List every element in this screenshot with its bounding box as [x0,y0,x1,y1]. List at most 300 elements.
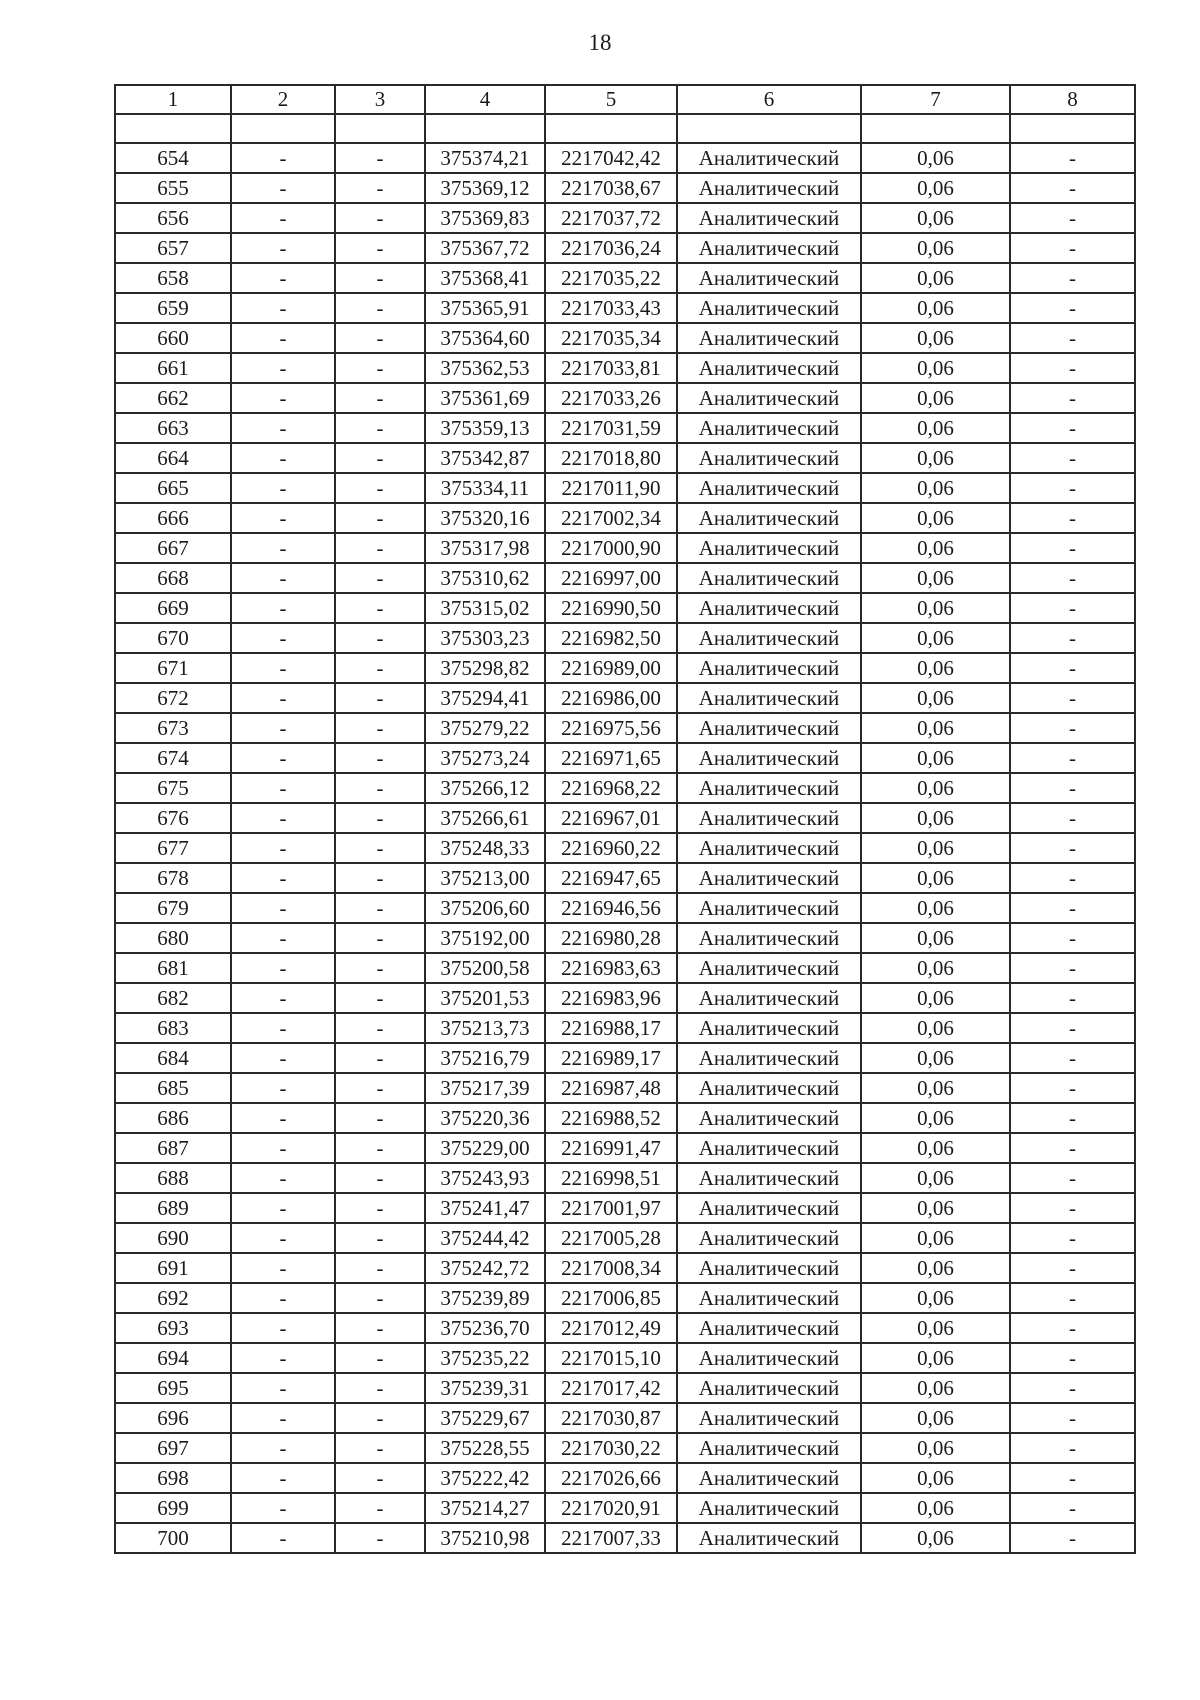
col3-cell: - [335,353,425,383]
table-row [115,803,1135,833]
coord-x-cell: 375214,27 [425,1493,545,1523]
coord-y-cell: 2216990,50 [545,593,677,623]
accuracy-cell: 0,06 [861,533,1010,563]
coord-x-cell: 375294,41 [425,683,545,713]
coord-y-cell: 2216997,00 [545,563,677,593]
accuracy-cell: 0,06 [861,1493,1010,1523]
coord-y-cell: 2216968,22 [545,773,677,803]
point-number-cell: 682 [115,983,231,1013]
method-cell: Аналитический [677,833,861,863]
col2-cell: - [231,623,335,653]
col2-cell: - [231,1193,335,1223]
table-row [115,1313,1135,1343]
col8-cell: - [1010,1253,1135,1283]
accuracy-cell: 0,06 [861,983,1010,1013]
method-cell: Аналитический [677,143,861,173]
col8-cell: - [1010,893,1135,923]
col8-cell: - [1010,803,1135,833]
table-row [115,833,1135,863]
coord-x-cell: 375364,60 [425,323,545,353]
col2-cell: - [231,1103,335,1133]
point-number-cell: 695 [115,1373,231,1403]
col2-cell: - [231,203,335,233]
col2-cell: - [231,1343,335,1373]
point-number-cell: 688 [115,1163,231,1193]
coord-x-cell: 375201,53 [425,983,545,1013]
table-row [115,1043,1135,1073]
col8-cell: - [1010,683,1135,713]
coord-y-cell: 2217030,22 [545,1433,677,1463]
point-number-cell: 658 [115,263,231,293]
method-cell: Аналитический [677,1463,861,1493]
col8-cell: - [1010,743,1135,773]
table-row [115,953,1135,983]
coord-y-cell: 2216947,65 [545,863,677,893]
method-cell: Аналитический [677,1043,861,1073]
table-row [115,143,1135,173]
accuracy-cell: 0,06 [861,1013,1010,1043]
coord-y-cell: 2217017,42 [545,1373,677,1403]
coord-y-cell: 2217001,97 [545,1193,677,1223]
col3-cell: - [335,443,425,473]
coord-y-cell: 2217037,72 [545,203,677,233]
coord-x-cell: 375242,72 [425,1253,545,1283]
method-cell: Аналитический [677,953,861,983]
table-row [115,1283,1135,1313]
col8-cell: - [1010,1223,1135,1253]
col3-cell: - [335,713,425,743]
col2-cell: - [231,293,335,323]
col8-cell: - [1010,293,1135,323]
accuracy-cell: 0,06 [861,863,1010,893]
accuracy-cell: 0,06 [861,623,1010,653]
col2-cell: - [231,803,335,833]
col3-cell: - [335,1103,425,1133]
coord-y-cell: 2216983,63 [545,953,677,983]
coord-x-cell: 375359,13 [425,413,545,443]
accuracy-cell: 0,06 [861,1223,1010,1253]
point-number-cell: 687 [115,1133,231,1163]
coord-y-cell: 2217007,33 [545,1523,677,1553]
col8-cell: - [1010,1463,1135,1493]
coord-x-cell: 375220,36 [425,1103,545,1133]
method-cell: Аналитический [677,503,861,533]
method-cell: Аналитический [677,203,861,233]
col3-cell: - [335,1013,425,1043]
col3-cell: - [335,1403,425,1433]
method-cell: Аналитический [677,863,861,893]
col2-cell: - [231,173,335,203]
point-number-cell: 675 [115,773,231,803]
col8-cell: - [1010,1073,1135,1103]
col8-cell: - [1010,1523,1135,1553]
coord-x-cell: 375229,67 [425,1403,545,1433]
point-number-cell: 699 [115,1493,231,1523]
point-number-cell: 664 [115,443,231,473]
accuracy-cell: 0,06 [861,503,1010,533]
coord-y-cell: 2217026,66 [545,1463,677,1493]
method-cell: Аналитический [677,1163,861,1193]
column-header: 3 [335,85,425,114]
coord-x-cell: 375210,98 [425,1523,545,1553]
col2-cell: - [231,743,335,773]
col3-cell: - [335,1283,425,1313]
method-cell: Аналитический [677,233,861,263]
coord-x-cell: 375367,72 [425,233,545,263]
table-row [115,413,1135,443]
col8-cell: - [1010,413,1135,443]
coord-x-cell: 375342,87 [425,443,545,473]
coord-x-cell: 375266,61 [425,803,545,833]
col2-cell: - [231,443,335,473]
accuracy-cell: 0,06 [861,1133,1010,1163]
coord-x-cell: 375361,69 [425,383,545,413]
method-cell: Аналитический [677,683,861,713]
col2-cell: - [231,893,335,923]
col8-cell: - [1010,1193,1135,1223]
coord-x-cell: 375273,24 [425,743,545,773]
point-number-cell: 683 [115,1013,231,1043]
col8-cell: - [1010,1283,1135,1313]
col3-cell: - [335,1313,425,1343]
col2-cell: - [231,833,335,863]
col3-cell: - [335,683,425,713]
coord-y-cell: 2217035,22 [545,263,677,293]
method-cell: Аналитический [677,803,861,833]
col3-cell: - [335,413,425,443]
coord-y-cell: 2216998,51 [545,1163,677,1193]
accuracy-cell: 0,06 [861,293,1010,323]
coord-y-cell: 2216988,52 [545,1103,677,1133]
point-number-cell: 663 [115,413,231,443]
coord-x-cell: 375228,55 [425,1433,545,1463]
table-spacer-row [115,114,1135,143]
coord-y-cell: 2216986,00 [545,683,677,713]
point-number-cell: 662 [115,383,231,413]
col2-cell: - [231,1403,335,1433]
col3-cell: - [335,773,425,803]
method-cell: Аналитический [677,1523,861,1553]
coordinates-table [114,84,1136,1554]
method-cell: Аналитический [677,173,861,203]
point-number-cell: 686 [115,1103,231,1133]
coord-x-cell: 375244,42 [425,1223,545,1253]
col8-cell: - [1010,713,1135,743]
coord-y-cell: 2216960,22 [545,833,677,863]
column-header: 8 [1010,85,1135,114]
col3-cell: - [335,323,425,353]
accuracy-cell: 0,06 [861,353,1010,383]
coord-y-cell: 2216980,28 [545,923,677,953]
table-row [115,653,1135,683]
col3-cell: - [335,1463,425,1493]
col2-cell: - [231,503,335,533]
accuracy-cell: 0,06 [861,173,1010,203]
accuracy-cell: 0,06 [861,683,1010,713]
coord-x-cell: 375248,33 [425,833,545,863]
col2-cell: - [231,653,335,683]
col2-cell: - [231,1523,335,1553]
accuracy-cell: 0,06 [861,383,1010,413]
method-cell: Аналитический [677,1223,861,1253]
col8-cell: - [1010,353,1135,383]
point-number-cell: 685 [115,1073,231,1103]
col8-cell: - [1010,1163,1135,1193]
method-cell: Аналитический [677,563,861,593]
col3-cell: - [335,803,425,833]
accuracy-cell: 0,06 [861,323,1010,353]
coord-y-cell: 2217006,85 [545,1283,677,1313]
point-number-cell: 668 [115,563,231,593]
table-row [115,713,1135,743]
col8-cell: - [1010,773,1135,803]
table-row [115,593,1135,623]
accuracy-cell: 0,06 [861,923,1010,953]
coord-y-cell: 2217011,90 [545,473,677,503]
table-row [115,743,1135,773]
coord-x-cell: 375369,12 [425,173,545,203]
method-cell: Аналитический [677,443,861,473]
col3-cell: - [335,1253,425,1283]
col3-cell: - [335,1343,425,1373]
point-number-cell: 700 [115,1523,231,1553]
coord-y-cell: 2216991,47 [545,1133,677,1163]
coord-x-cell: 375303,23 [425,623,545,653]
table-row [115,863,1135,893]
method-cell: Аналитический [677,1253,861,1283]
method-cell: Аналитический [677,1193,861,1223]
accuracy-cell: 0,06 [861,443,1010,473]
point-number-cell: 677 [115,833,231,863]
col8-cell: - [1010,1013,1135,1043]
method-cell: Аналитический [677,1013,861,1043]
table-row [115,683,1135,713]
point-number-cell: 691 [115,1253,231,1283]
coord-x-cell: 375279,22 [425,713,545,743]
method-cell: Аналитический [677,1373,861,1403]
method-cell: Аналитический [677,1343,861,1373]
method-cell: Аналитический [677,353,861,383]
col8-cell: - [1010,1403,1135,1433]
table-row [115,893,1135,923]
method-cell: Аналитический [677,473,861,503]
col3-cell: - [335,233,425,263]
col8-cell: - [1010,383,1135,413]
column-header: 2 [231,85,335,114]
coord-x-cell: 375236,70 [425,1313,545,1343]
coord-y-cell: 2217002,34 [545,503,677,533]
col8-cell: - [1010,983,1135,1013]
point-number-cell: 659 [115,293,231,323]
coord-y-cell: 2217015,10 [545,1343,677,1373]
col2-cell: - [231,1373,335,1403]
point-number-cell: 673 [115,713,231,743]
accuracy-cell: 0,06 [861,803,1010,833]
point-number-cell: 665 [115,473,231,503]
point-number-cell: 661 [115,353,231,383]
coord-x-cell: 375243,93 [425,1163,545,1193]
coord-y-cell: 2217035,34 [545,323,677,353]
point-number-cell: 689 [115,1193,231,1223]
coord-y-cell: 2217005,28 [545,1223,677,1253]
col3-cell: - [335,293,425,323]
col2-cell: - [231,1493,335,1523]
col8-cell: - [1010,953,1135,983]
accuracy-cell: 0,06 [861,653,1010,683]
table-header-row [115,85,1135,114]
accuracy-cell: 0,06 [861,473,1010,503]
col3-cell: - [335,1493,425,1523]
coord-y-cell: 2216982,50 [545,623,677,653]
col8-cell: - [1010,563,1135,593]
point-number-cell: 667 [115,533,231,563]
point-number-cell: 696 [115,1403,231,1433]
point-number-cell: 657 [115,233,231,263]
column-header: 4 [425,85,545,114]
point-number-cell: 678 [115,863,231,893]
col2-cell: - [231,593,335,623]
coord-x-cell: 375222,42 [425,1463,545,1493]
col8-cell: - [1010,653,1135,683]
method-cell: Аналитический [677,1283,861,1313]
col2-cell: - [231,383,335,413]
col8-cell: - [1010,143,1135,173]
col8-cell: - [1010,923,1135,953]
coord-y-cell: 2217018,80 [545,443,677,473]
accuracy-cell: 0,06 [861,1313,1010,1343]
table-row [115,773,1135,803]
coord-x-cell: 375213,00 [425,863,545,893]
accuracy-cell: 0,06 [861,1373,1010,1403]
table-row [115,623,1135,653]
col3-cell: - [335,1163,425,1193]
point-number-cell: 697 [115,1433,231,1463]
coord-y-cell: 2216967,01 [545,803,677,833]
table-row [115,923,1135,953]
col3-cell: - [335,1523,425,1553]
table-row [115,263,1135,293]
table-row [115,1493,1135,1523]
point-number-cell: 674 [115,743,231,773]
method-cell: Аналитический [677,1073,861,1103]
accuracy-cell: 0,06 [861,953,1010,983]
table-row [115,1253,1135,1283]
coord-x-cell: 375239,89 [425,1283,545,1313]
method-cell: Аналитический [677,323,861,353]
method-cell: Аналитический [677,1103,861,1133]
accuracy-cell: 0,06 [861,833,1010,863]
coord-y-cell: 2217012,49 [545,1313,677,1343]
coord-x-cell: 375310,62 [425,563,545,593]
accuracy-cell: 0,06 [861,1523,1010,1553]
accuracy-cell: 0,06 [861,1343,1010,1373]
table-row [115,233,1135,263]
coord-x-cell: 375217,39 [425,1073,545,1103]
method-cell: Аналитический [677,263,861,293]
method-cell: Аналитический [677,743,861,773]
coord-x-cell: 375298,82 [425,653,545,683]
table-row [115,1223,1135,1253]
point-number-cell: 654 [115,143,231,173]
accuracy-cell: 0,06 [861,713,1010,743]
col8-cell: - [1010,1433,1135,1463]
coord-x-cell: 375235,22 [425,1343,545,1373]
col3-cell: - [335,143,425,173]
col3-cell: - [335,203,425,233]
accuracy-cell: 0,06 [861,1283,1010,1313]
coord-y-cell: 2217042,42 [545,143,677,173]
accuracy-cell: 0,06 [861,1433,1010,1463]
table-row [115,1403,1135,1433]
col8-cell: - [1010,1313,1135,1343]
coord-y-cell: 2216971,65 [545,743,677,773]
method-cell: Аналитический [677,533,861,563]
accuracy-cell: 0,06 [861,893,1010,923]
col3-cell: - [335,623,425,653]
method-cell: Аналитический [677,593,861,623]
accuracy-cell: 0,06 [861,413,1010,443]
table-row [115,443,1135,473]
col3-cell: - [335,833,425,863]
table-row [115,1373,1135,1403]
col3-cell: - [335,983,425,1013]
coord-y-cell: 2216987,48 [545,1073,677,1103]
method-cell: Аналитический [677,773,861,803]
method-cell: Аналитический [677,1493,861,1523]
coord-y-cell: 2216983,96 [545,983,677,1013]
table-row [115,1463,1135,1493]
coord-x-cell: 375317,98 [425,533,545,563]
point-number-cell: 660 [115,323,231,353]
col2-cell: - [231,533,335,563]
table-row [115,983,1135,1013]
col3-cell: - [335,1373,425,1403]
col3-cell: - [335,1073,425,1103]
method-cell: Аналитический [677,1133,861,1163]
accuracy-cell: 0,06 [861,143,1010,173]
col2-cell: - [231,233,335,263]
col2-cell: - [231,1133,335,1163]
point-number-cell: 669 [115,593,231,623]
accuracy-cell: 0,06 [861,1193,1010,1223]
col3-cell: - [335,653,425,683]
col8-cell: - [1010,1493,1135,1523]
col8-cell: - [1010,1373,1135,1403]
point-number-cell: 672 [115,683,231,713]
col3-cell: - [335,863,425,893]
col2-cell: - [231,1043,335,1073]
col2-cell: - [231,1013,335,1043]
point-number-cell: 693 [115,1313,231,1343]
point-number-cell: 666 [115,503,231,533]
col8-cell: - [1010,863,1135,893]
col3-cell: - [335,1043,425,1073]
coord-y-cell: 2216988,17 [545,1013,677,1043]
table-row [115,1133,1135,1163]
accuracy-cell: 0,06 [861,263,1010,293]
col3-cell: - [335,383,425,413]
col8-cell: - [1010,1133,1135,1163]
accuracy-cell: 0,06 [861,1103,1010,1133]
col3-cell: - [335,263,425,293]
coord-x-cell: 375334,11 [425,473,545,503]
col3-cell: - [335,923,425,953]
column-header: 6 [677,85,861,114]
table-row [115,353,1135,383]
col2-cell: - [231,143,335,173]
accuracy-cell: 0,06 [861,593,1010,623]
column-header: 7 [861,85,1010,114]
